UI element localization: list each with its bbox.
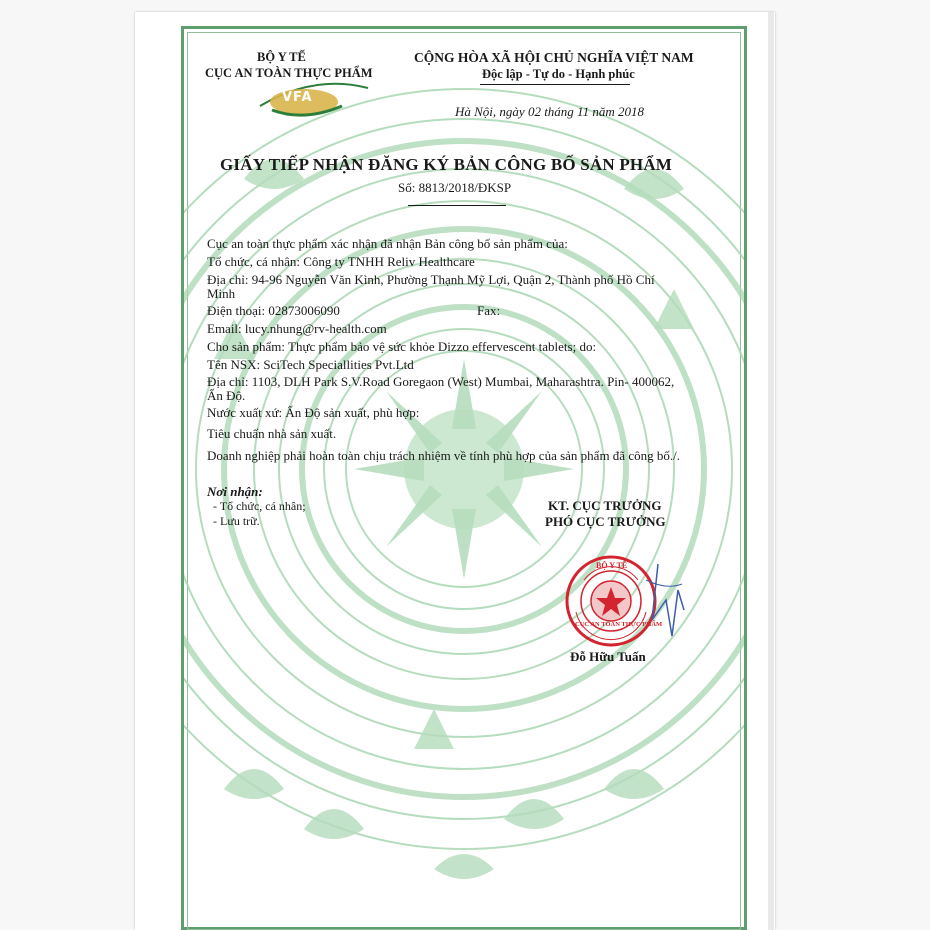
seal-ring-text: CỤC AN TOÀN THỰC PHẨM — [575, 621, 663, 628]
manufacturer: Tên NSX: SciTech Speciallities Pvt.Ltd — [207, 357, 414, 372]
vfa-logo — [258, 80, 370, 120]
nation-name: CỘNG HÒA XÃ HỘI CHỦ NGHĨA VIỆT NAM — [414, 50, 694, 65]
recipient-item: - Tổ chức, cá nhân; — [213, 499, 306, 513]
vfa-logo-text: VFA — [282, 90, 313, 105]
seal-top-text: BỘ Y TẾ — [596, 561, 628, 570]
organization: Tổ chức, cá nhân: Công ty TNHH Reliv Healthcare — [207, 254, 475, 269]
phone: Điện thoại: 02873006090 — [207, 303, 340, 318]
fax: Fax: — [477, 303, 501, 318]
origin: Nước xuất xứ: Ấn Độ sản xuất, phù hợp: — [207, 405, 420, 420]
recipient-item: - Lưu trữ. — [213, 514, 260, 528]
intro-text: Cục an toàn thực phẩm xác nhận đã nhận Bản công bố sản phẩm của: — [207, 236, 568, 251]
address-line-1: Địa chỉ: 94-96 Nguyễn Văn Kình, Phường Thạnh Mỹ Lợi, Quận 2, Thành phố Hồ Chí — [207, 272, 655, 287]
nation-motto: Độc lập - Tự do - Hạnh phúc — [482, 67, 635, 81]
official-seal — [562, 550, 702, 654]
manufacturer-address-line-2: Ấn Độ. — [207, 388, 246, 403]
address-line-2: Minh — [207, 286, 236, 301]
responsibility-statement: Doanh nghiệp phải hoàn toàn chịu trách nhiệm về tính phù hợp của sản phẩm đã công bố./. — [207, 448, 680, 463]
document-number: Số: 8813/2018/ĐKSP — [398, 180, 512, 195]
signature-title-2: PHÓ CỤC TRƯỞNG — [545, 514, 666, 529]
place-date: Hà Nội, ngày 02 tháng 11 năm 2018 — [455, 104, 644, 119]
signer-name: Đỗ Hữu Tuấn — [570, 649, 646, 664]
signature-title-1: KT. CỤC TRƯỞNG — [548, 498, 662, 513]
manufacturer-address-line-1: Địa chỉ: 1103, DLH Park S.V.Road Goregaon (West) Mumbai, Maharashtra. Pin- 400062, — [207, 374, 675, 389]
title-rule — [408, 205, 506, 206]
product: Cho sản phẩm: Thực phẩm bảo vệ sức khỏe Dizzo effervescent tablets; do: — [207, 339, 597, 354]
page-edge — [768, 12, 774, 930]
recipients-heading: Nơi nhận: — [207, 484, 263, 499]
document-title: GIẤY TIẾP NHẬN ĐĂNG KÝ BẢN CÔNG BỐ SẢN PHẨM — [220, 155, 673, 174]
motto-underline — [480, 84, 630, 85]
ministry-name: BỘ Y TẾ — [257, 50, 306, 64]
department-name: CỤC AN TOÀN THỰC PHẨM — [205, 66, 373, 80]
email: Email: lucy.nhung@rv-health.com — [207, 321, 387, 336]
standard: Tiêu chuẩn nhà sản xuất. — [207, 426, 337, 441]
